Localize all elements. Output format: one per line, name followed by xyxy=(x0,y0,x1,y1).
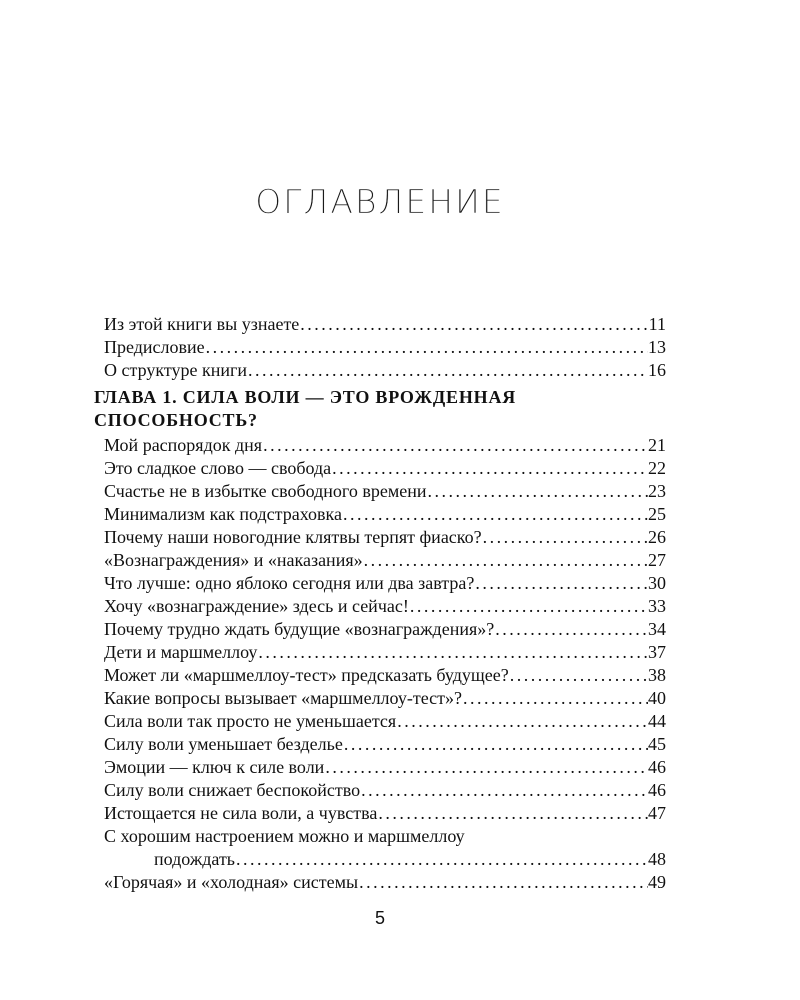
toc-entry-title: Мой распорядок дня xyxy=(104,435,263,455)
dot-leader xyxy=(262,434,648,457)
dot-leader xyxy=(427,480,649,503)
toc-entry-title: Силу воли уменьшает безделье xyxy=(104,734,343,754)
dot-leader xyxy=(247,359,648,382)
dot-leader xyxy=(205,336,648,359)
toc-entry-page: 13 xyxy=(648,337,666,357)
dot-leader xyxy=(509,664,648,687)
toc-entry xyxy=(94,336,666,359)
toc-entry xyxy=(94,641,666,664)
toc-entry-title: Сила воли так просто не уменьшается xyxy=(104,711,397,731)
toc-entry-page: 30 xyxy=(648,573,666,593)
dot-leader xyxy=(343,733,648,756)
toc-entry xyxy=(94,756,666,779)
toc-entry xyxy=(94,664,666,687)
toc-entry xyxy=(94,710,666,733)
dot-leader xyxy=(494,618,648,641)
toc-entry-page: 34 xyxy=(648,619,666,639)
toc-entry-title: «Вознаграждения» и «наказания» xyxy=(104,550,363,570)
toc-entry-title: О структуре книги xyxy=(104,360,247,380)
toc-entry-title: Минимализм как подстраховка xyxy=(104,504,342,524)
toc-entry-page: 33 xyxy=(648,596,666,616)
toc-entry-title-line-1: С хорошим настроением можно и маршмеллоу xyxy=(104,826,465,846)
dot-leader xyxy=(235,848,648,871)
toc-entry-page: 22 xyxy=(648,458,666,478)
toc-entry-page: 38 xyxy=(648,665,666,685)
dot-leader xyxy=(257,641,648,664)
page-number: 5 xyxy=(374,908,385,928)
toc-entry xyxy=(94,359,666,382)
toc-entry xyxy=(94,871,666,894)
toc-entry-title: Какие вопросы вызывает «маршмеллоу-тест»? xyxy=(104,688,462,708)
toc-entry-page: 47 xyxy=(648,803,666,823)
dot-leader xyxy=(409,595,648,618)
page-title: ОГЛАВЛЕНИЕ xyxy=(255,182,505,221)
chapter-heading-line-2: СПОСОБНОСТЬ? xyxy=(94,410,258,430)
toc-entry-title: Может ли «маршмеллоу-тест» предсказать будущее? xyxy=(104,665,509,685)
toc-entry-page: 46 xyxy=(648,757,666,777)
toc-entry-page: 48 xyxy=(648,849,666,869)
toc-entry-title: Дети и маршмеллоу xyxy=(104,642,258,662)
toc-entry xyxy=(94,572,666,595)
toc-entry-title: Из этой книги вы узнаете xyxy=(104,314,300,334)
dot-leader xyxy=(324,756,648,779)
chapter-heading-line-1: ГЛАВА 1. СИЛА ВОЛИ — ЭТО ВРОЖДЕННАЯ xyxy=(94,387,517,407)
toc-entry xyxy=(94,480,666,503)
toc-entry-page: 37 xyxy=(648,642,666,662)
chapter-heading xyxy=(94,386,666,432)
toc-entry-title: Почему наши новогодние клятвы терпят фиаско? xyxy=(104,527,482,547)
toc-entry-page: 16 xyxy=(648,360,666,380)
toc-entry-page: 25 xyxy=(648,504,666,524)
toc-entry xyxy=(94,526,666,549)
toc-entry-page: 49 xyxy=(648,872,666,892)
toc-entry-title: Хочу «вознаграждение» здесь и сейчас! xyxy=(104,596,409,616)
toc-entry xyxy=(94,779,666,802)
toc-entry-page: 27 xyxy=(648,550,666,570)
toc-entry-title: «Горячая» и «холодная» системы xyxy=(104,872,359,892)
toc-entry xyxy=(94,313,666,336)
toc-entry-page: 26 xyxy=(648,527,666,547)
toc-entry-page: 11 xyxy=(648,314,666,334)
dot-leader xyxy=(396,710,648,733)
toc-entry-title: Почему трудно ждать будущие «вознаграждения»? xyxy=(104,619,495,639)
toc-entry-title: Что лучше: одно яблоко сегодня или два завтра? xyxy=(104,573,475,593)
toc-entry-page: 23 xyxy=(648,481,666,501)
toc-entry xyxy=(94,434,666,457)
toc-entry xyxy=(94,549,666,572)
toc-entry-title: Истощается не сила воли, а чувства xyxy=(104,803,378,823)
toc-entry-title: Это сладкое слово — свобода xyxy=(104,458,332,478)
toc-entry-page: 46 xyxy=(648,780,666,800)
toc-entry-title: Силу воли снижает беспокойство xyxy=(104,780,361,800)
toc-entry xyxy=(94,687,666,710)
toc-entry xyxy=(94,595,666,618)
toc-entry-page: 45 xyxy=(648,734,666,754)
dot-leader xyxy=(358,871,648,894)
toc-entry xyxy=(94,618,666,641)
toc-entry xyxy=(94,457,666,480)
dot-leader xyxy=(299,313,648,336)
toc-entry-wrapped xyxy=(94,825,666,871)
toc-entry xyxy=(94,802,666,825)
dot-leader xyxy=(363,549,648,572)
toc-entry-title-line-2: подождать xyxy=(154,849,236,869)
dot-leader xyxy=(377,802,648,825)
toc-entry-page: 21 xyxy=(648,435,666,455)
dot-leader xyxy=(360,779,648,802)
dot-leader xyxy=(331,457,648,480)
toc-entry xyxy=(94,503,666,526)
toc-entry-title: Счастье не в избытке свободного времени xyxy=(104,481,427,501)
toc-entry-page: 40 xyxy=(648,688,666,708)
dot-leader xyxy=(482,526,648,549)
toc-entry-title: Эмоции — ключ к силе воли xyxy=(104,757,325,777)
toc-entry-continuation xyxy=(104,848,666,871)
toc-entry xyxy=(94,733,666,756)
toc-entry-page: 44 xyxy=(648,711,666,731)
table-of-contents xyxy=(94,313,666,894)
dot-leader xyxy=(474,572,648,595)
toc-entry-title: Предисловие xyxy=(104,337,205,357)
dot-leader xyxy=(462,687,648,710)
dot-leader xyxy=(342,503,648,526)
